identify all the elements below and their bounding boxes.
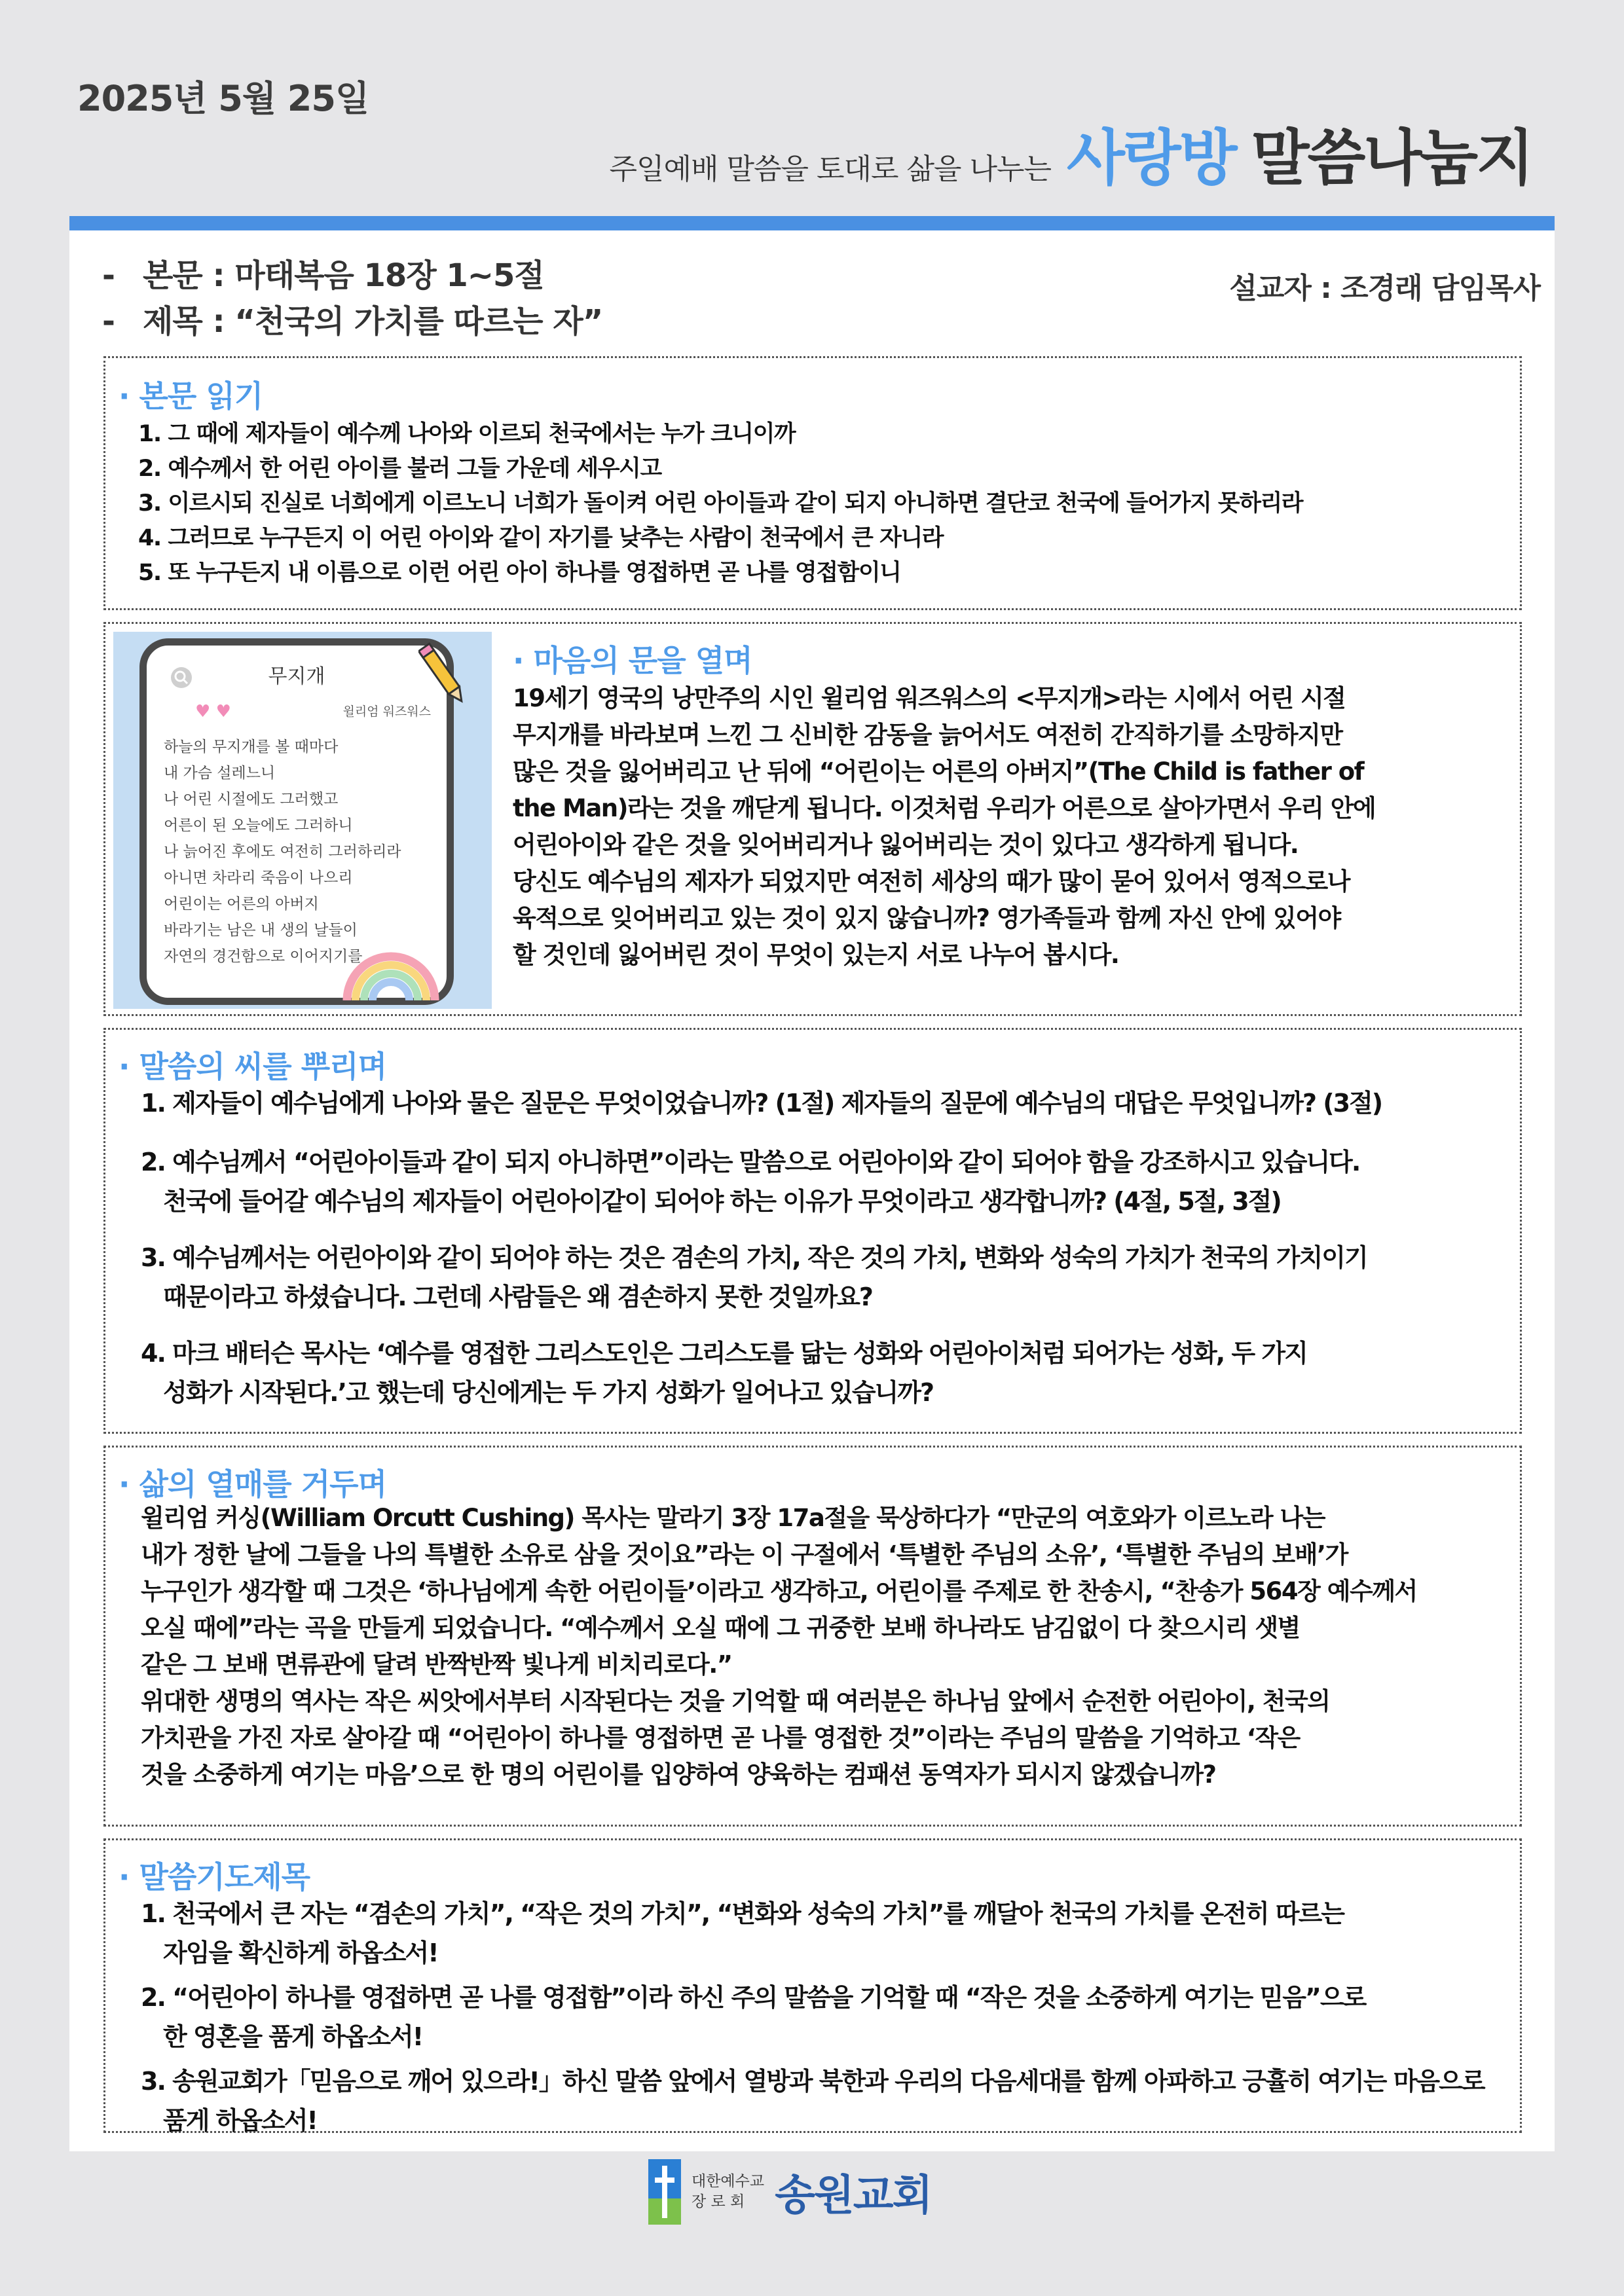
fruit-line: 오실 때에”라는 곡을 만들게 되었습니다. “예수께서 오실 때에 그 귀중한 보배 하나라도 남김없이 다 찾으시리 샛별: [141, 1614, 1300, 1642]
reading-title: · 본문 읽기: [119, 378, 263, 414]
poem-line: 내 가슴 설레느니: [164, 765, 276, 782]
open-heart-line: the Man)라는 것을 깨닫게 됩니다. 이것처럼 우리가 어른으로 살아가면서 우리 안에: [513, 794, 1376, 822]
prayer-item: [141, 1894, 1344, 1973]
sermon-subject: - 제목 : “천국의 가치를 따르는 자”: [102, 303, 603, 340]
question-line: 1. 제자들이 예수님에게 나아와 물은 질문은 무엇이었습니까? (1절) 제자들의 질문에 예수님의 대답은 무엇입니까? (3절): [141, 1089, 1382, 1118]
open-heart-title: · 마음의 문을 열며: [513, 643, 752, 678]
poem-author: 윌리엄 워즈워스: [342, 704, 431, 719]
question-line: 성화가 시작된다.’고 했는데 당신에게는 두 가지 성화가 일어나고 있습니까?: [163, 1378, 933, 1407]
seed-section: [103, 1028, 1522, 1434]
prayer-line: 3. 송원교회가「믿음으로 깨어 있으라!」하신 말씀 앞에서 열방과 북한과 우리의 다음세대를 함께 아파하고 긍휼히 여기는 마음으로: [141, 2067, 1485, 2096]
poem-line: 바라기는 남은 내 생의 날들이: [164, 922, 358, 939]
headline-subtitle: 주일예배 말씀을 토대로 삶을 나누는: [609, 153, 1051, 186]
rainbow-icon: [342, 948, 440, 1000]
date: 2025년 5월 25일: [77, 78, 369, 119]
poem-line: 나 어린 시절에도 그러했고: [164, 791, 339, 808]
headline-title-accent: 사랑방: [1067, 123, 1236, 193]
fruit-line: 것을 소중하게 여기는 마음’으로 한 명의 어린이를 입양하여 양육하는 컴패션 동역자가 되시지 않겠습니까?: [141, 1760, 1216, 1789]
fruit-title: · 삶의 열매를 거두며: [119, 1467, 387, 1502]
headline-title-main: 말씀나눔지: [1251, 123, 1532, 193]
hearts-icon: ♥ ♥: [195, 702, 231, 721]
question-item: [141, 1334, 1307, 1412]
verse-item: 4. 그러므로 누구든지 이 어린 아이와 같이 자기를 낮추는 사람이 천국에서 큰 자니라: [138, 525, 944, 551]
question-line: 천국에 들어갈 예수님의 제자들이 어린아이같이 되어야 하는 이유가 무엇이라고 생각합니까? (4절, 5절, 3절): [163, 1187, 1281, 1216]
poem-line: 어른이 된 오늘에도 그러하니: [164, 817, 353, 834]
fruit-line: 위대한 생명의 역사는 작은 씨앗에서부터 시작된다는 것을 기억할 때 여러분은 하나님 앞에서 순전한 어린아이, 천국의: [141, 1687, 1330, 1715]
verse-item: 2. 예수께서 한 어린 아이를 불러 그들 가운데 세우시고: [138, 456, 661, 482]
question-line: 4. 마크 배터슨 목사는 ‘예수를 영접한 그리스도인은 그리스도를 닮는 성화와 어린아이처럼 되어가는 성화, 두 가지: [141, 1339, 1307, 1368]
verse-item: 3. 이르시되 진실로 너희에게 이르노니 너희가 돌이켜 어린 아이들과 같이 되지 아니하면 결단코 천국에 들어가지 못하리라: [138, 490, 1303, 517]
prayer-line: 한 영혼을 품게 하옵소서!: [163, 2022, 423, 2051]
prayer-line: 품게 하옵소서!: [163, 2106, 317, 2135]
fruit-section: [103, 1446, 1522, 1827]
question-line: 2. 예수님께서 “어린아이들과 같이 되지 아니하면”이라는 말씀으로 어린아이와 같이 되어야 함을 강조하시고 있습니다.: [141, 1148, 1360, 1176]
question-item: [141, 1142, 1359, 1221]
fruit-line: 가치관을 가진 자로 살아갈 때 “어린아이 하나를 영접하면 곧 나를 영접한 것”이라는 주님의 말씀을 기억하고 ‘작은: [141, 1724, 1300, 1752]
prayer-title: · 말씀기도제목: [119, 1859, 310, 1895]
headline: [609, 110, 1532, 196]
poem-line: 하늘의 무지개를 볼 때마다: [164, 738, 339, 756]
passage: - 본문 : 마태복음 18장 1~5절: [102, 257, 544, 294]
cross-logo-icon: [648, 2159, 681, 2225]
open-heart-line: 많은 것을 잃어버리고 난 뒤에 “어린이는 어른의 아버지”(The Child is father of: [513, 757, 1364, 786]
prayer-item: [141, 1978, 1365, 2056]
fruit-line: 같은 그 보배 면류관에 달려 반짝반짝 빛나게 비치리로다.”: [141, 1650, 732, 1679]
prayer-line: 1. 천국에서 큰 자는 “겸손의 가치”, “작은 것의 가치”, “변화와 성숙의 가치”를 깨달아 천국의 가치를 온전히 따르는: [141, 1899, 1344, 1928]
verse-item: 1. 그 때에 제자들이 예수께 나아와 이르되 천국에서는 누가 크니이까: [138, 421, 796, 447]
poem-tablet: [139, 638, 454, 1005]
church-logo: [648, 2159, 931, 2225]
fruit-line: 윌리엄 커싱(William Orcutt Cushing) 목사는 말라기 3장 17a절을 묵상하다가 “만군의 여호와가 이르노라 나는: [141, 1504, 1325, 1532]
verse-list: [138, 417, 1302, 591]
poem-line: 아니면 차라리 죽음이 나으리: [164, 869, 353, 886]
question-item: [141, 1084, 1382, 1123]
poem-title: 무지개: [268, 665, 325, 688]
question-line: 때문이라고 하셨습니다. 그런데 사람들은 왜 겸손하지 못한 것일까요?: [163, 1283, 872, 1311]
fruit-line: 누구인가 생각할 때 그것은 ‘하나님에게 속한 어린이들’이라고 생각하고, 어린이를 주제로 한 찬송시, “찬송가 564장 예수께서: [141, 1577, 1417, 1605]
poem-line: 나 늙어진 후에도 여전히 그러하리라: [164, 843, 401, 860]
church-name: 송원교회: [775, 2172, 932, 2220]
fruit-text: [141, 1500, 1507, 1793]
poem-illustration: [113, 632, 492, 1009]
poem-line: 어린이는 어른의 아버지: [164, 896, 319, 913]
content-sheet: [69, 230, 1555, 2151]
fruit-line: 내가 정한 날에 그들을 나의 특별한 소유로 삼을 것이요”라는 이 구절에서 ‘특별한 주님의 소유’, ‘특별한 주님의 보배’가: [141, 1540, 1348, 1569]
prayer-line: 자임을 확신하게 하옵소서!: [163, 1939, 438, 1967]
open-heart-line: 할 것인데 잃어버린 것이 무엇이 있는지 서로 나누어 봅시다.: [513, 941, 1119, 969]
poem-line: 자연의 경건함으로 이어지기를: [164, 948, 363, 965]
question-line: 3. 예수님께서는 어린아이와 같이 되어야 하는 것은 겸손의 가치, 작은 것의 가치, 변화와 성숙의 가치가 천국의 가치이기: [141, 1243, 1367, 1272]
open-heart-line: 무지개를 바라보며 느낀 그 신비한 감동을 늙어서도 여전히 간직하기를 소망하지만: [513, 721, 1342, 749]
open-heart-line: 어린아이와 같은 것을 잊어버리거나 잃어버리는 것이 있다고 생각하게 됩니다.: [513, 831, 1299, 859]
open-heart-text: [513, 680, 1503, 974]
prayer-section: [103, 1838, 1522, 2133]
header-divider: [69, 216, 1555, 230]
open-heart-section: [103, 622, 1522, 1016]
open-heart-line: 육적으로 잊어버리고 있는 것이 있지 않습니까? 영가족들과 함께 자신 안에 있어야: [513, 904, 1340, 932]
denomination: 대한예수교 장 로 회: [692, 2173, 765, 2210]
question-item: [141, 1238, 1367, 1317]
pencil-icon: [418, 641, 471, 713]
prayer-line: 2. “어린아이 하나를 영접하면 곧 나를 영접함”이라 하신 주의 말씀을 기억할 때 “작은 것을 소중하게 여기는 믿음”으로: [141, 1983, 1366, 2012]
verse-item: 5. 또 누구든지 내 이름으로 이런 어린 아이 하나를 영접하면 곧 나를 영접함이니: [138, 560, 901, 586]
open-heart-line: 19세기 영국의 낭만주의 시인 윌리엄 워즈워스의 <무지개>라는 시에서 어린 시절: [513, 684, 1346, 712]
preacher: 설교자 : 조경래 담임목사: [1229, 272, 1540, 305]
reading-section: [103, 356, 1522, 610]
seed-title: · 말씀의 씨를 뿌리며: [119, 1049, 387, 1084]
open-heart-line: 당신도 예수님의 제자가 되었지만 여전히 세상의 때가 많이 묻어 있어서 영적으로나: [513, 867, 1350, 896]
prayer-item: [141, 2062, 1485, 2140]
